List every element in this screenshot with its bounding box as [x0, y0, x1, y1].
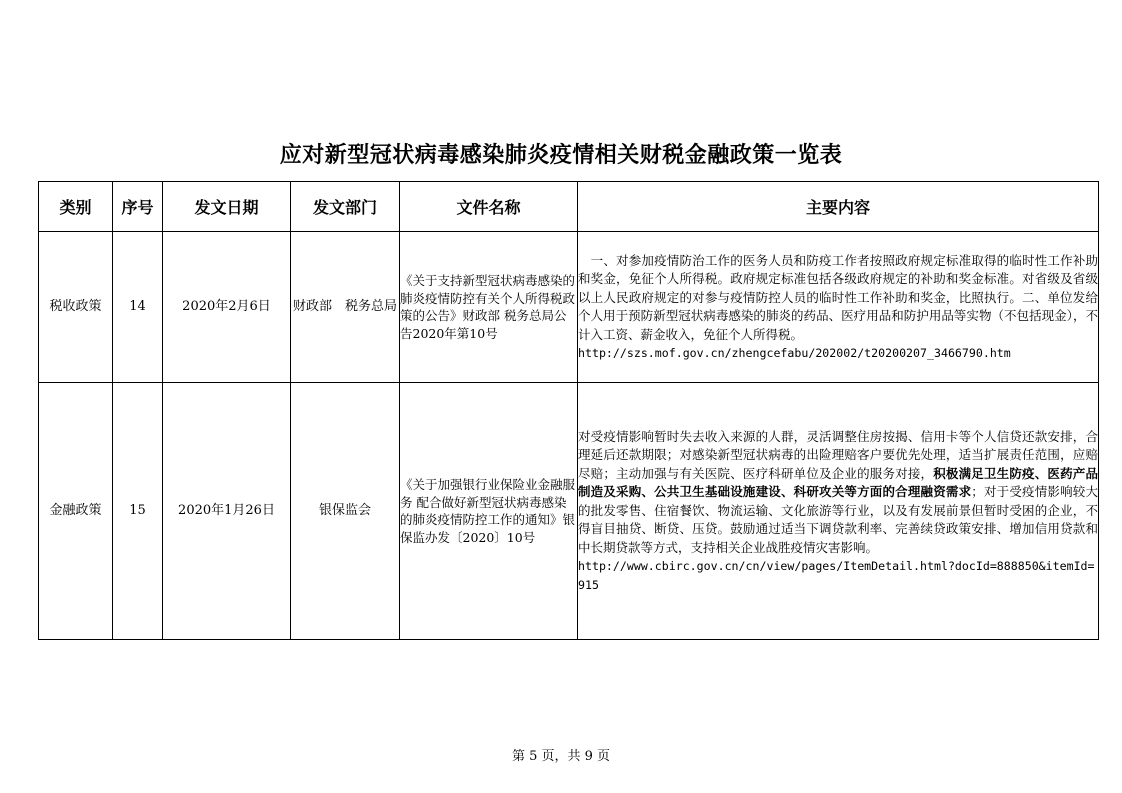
- category-cell: 金融政策: [39, 383, 113, 640]
- table-header-row: [39, 182, 1099, 232]
- header-date: 发文日期: [163, 182, 291, 232]
- dept-cell: 财政部 税务总局: [291, 232, 400, 383]
- seq-cell: 14: [113, 232, 163, 383]
- table-row: [39, 383, 1099, 640]
- content-emphasis: 积极满足卫生防疫、医药产品制造及采购、公共卫生基础设施建设、科研攻关等方面的合理融资需求: [578, 465, 1098, 500]
- header-seq: 序号: [113, 182, 163, 232]
- source-url: http://szs.mof.gov.cn/zhengcefabu/202002/t20200207_3466790.htm: [578, 346, 1011, 360]
- header-dept: 发文部门: [291, 182, 400, 232]
- policy-table: [38, 181, 1099, 640]
- header-doc: 文件名称: [400, 182, 578, 232]
- table-row: [39, 232, 1099, 383]
- content-text: 一、对参加疫情防治工作的医务人员和防疫工作者按照政府规定标准取得的临时性工作补助和奖金，免征个人所得税。政府规定标准包括各级政府规定的补助和奖金标准。对省级及省级以上人民政府规定的对参与疫情防控人员的临时性工作补助和奖金，比照执行。二、单位发给个人用于预防新型冠状病毒感染的肺炎的药品、医疗用品和防护用品等实物（不包括现金），不计入工资、薪金收入，免征个人所得税。: [578, 252, 1098, 342]
- date-cell: 2020年2月6日: [163, 232, 291, 383]
- dept-cell: 银保监会: [291, 383, 400, 640]
- content-cell: [578, 232, 1099, 383]
- doc-name-cell: 《关于加强银行业保险业金融服务 配合做好新型冠状病毒感染的肺炎疫情防控工作的通知》银保监办发〔2020〕10号: [400, 383, 578, 640]
- category-cell: 税收政策: [39, 232, 113, 383]
- seq-cell: 15: [113, 383, 163, 640]
- header-category: 类别: [39, 182, 113, 232]
- content-text: ；对于受疫情影响较大的批发零售、住宿餐饮、物流运输、文化旅游等行业，以及有发展前景但暂时受困的企业，不得盲目抽贷、断贷、压贷。鼓励通过适当下调贷款利率、完善续贷政策安排、增加信用贷款和中长期贷款等方式，支持相关企业战胜疫情灾害影响。: [578, 484, 1098, 555]
- doc-name-cell: 《关于支持新型冠状病毒感染的肺炎疫情防控有关个人所得税政策的公告》财政部 税务总局公告2020年第10号: [400, 232, 578, 383]
- page-number: 第 5 页，共 9 页: [511, 749, 611, 764]
- header-content: 主要内容: [578, 182, 1099, 232]
- content-cell: [578, 383, 1099, 640]
- page-title: 应对新型冠状病毒感染肺炎疫情相关财税金融政策一览表: [279, 143, 843, 168]
- content-text: 对受疫情影响暂时失去收入来源的人群，灵活调整住房按揭、信用卡等个人信贷还款安排，合理延后还款期限；对感染新型冠状病毒的出险理赔客户要优先处理，适当扩展责任范围，应赔尽赔；主动加强与有关医院、医疗科研单位及企业的服务对接，: [578, 428, 1098, 481]
- source-url: http://www.cbirc.gov.cn/cn/view/pages/ItemDetail.html?docId=888850&itemId=915: [578, 559, 1095, 592]
- date-cell: 2020年1月26日: [163, 383, 291, 640]
